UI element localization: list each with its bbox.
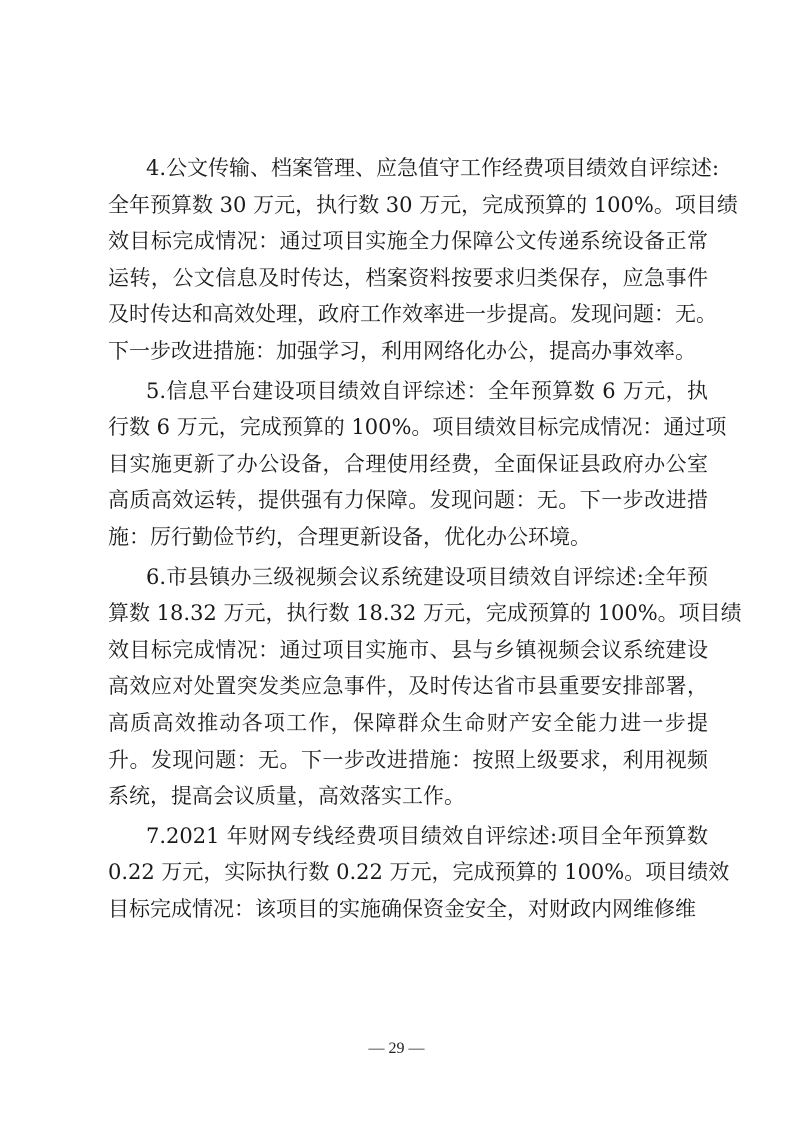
paragraph-line: 目标完成情况：该项目的实施确保资金安全，对财政内网维修维 xyxy=(108,897,696,921)
page-number: — 29 — xyxy=(368,1040,425,1057)
paragraph-line: 高质高效运转，提供强有力保障。发现问题：无。下一步改进措 xyxy=(108,488,708,512)
paragraph-line: 高质高效推动各项工作，保障群众生命财产安全能力进一步提 xyxy=(108,711,708,735)
paragraph-line: 目实施更新了办公设备，合理使用经费，全面保证县政府办公室 xyxy=(108,452,708,476)
paragraph-first-line: 6.市县镇办三级视频会议系统建设项目绩效自评综述:全年预 xyxy=(146,565,708,589)
paragraph-line: 下一步改进措施：加强学习，利用网络化办公，提高办事效率。 xyxy=(108,339,696,363)
paragraph-line: 及时传达和高效处理，政府工作效率进一步提高。发现问题：无。 xyxy=(108,302,717,326)
paragraph-line: 系统，提高会议质量，高效落实工作。 xyxy=(108,784,465,808)
paragraph-line: 运转，公文信息及时传达，档案资料按要求归类保存，应急事件 xyxy=(108,266,708,290)
paragraph-line: 0.22 万元，实际执行数 0.22 万元，完成预算的 100%。项目绩效 xyxy=(108,860,730,884)
paragraph-line: 效目标完成情况：通过项目实施市、县与乡镇视频会议系统建设 xyxy=(108,638,708,662)
paragraph-line: 算数 18.32 万元，执行数 18.32 万元，完成预算的 100%。项目绩 xyxy=(108,601,742,625)
paragraph-line: 全年预算数 30 万元，执行数 30 万元，完成预算的 100%。项目绩 xyxy=(108,193,738,217)
paragraph-line: 效目标完成情况：通过项目实施全力保障公文传递系统设备正常 xyxy=(108,229,708,253)
paragraph-first-line: 5.信息平台建设项目绩效自评综述：全年预算数 6 万元，执 xyxy=(146,379,708,403)
paragraph-first-line: 4.公文传输、档案管理、应急值守工作经费项目绩效自评综述: xyxy=(146,156,720,180)
paragraph-first-line: 7.2021 年财网专线经费项目绩效自评综述:项目全年预算数 xyxy=(146,824,708,848)
paragraph-line: 行数 6 万元，完成预算的 100%。项目绩效目标完成情况：通过项 xyxy=(108,415,727,439)
paragraph-line: 施：厉行勤俭节约，合理更新设备，优化办公环境。 xyxy=(108,525,591,549)
paragraph-line: 升。发现问题：无。下一步改进措施：按照上级要求，利用视频 xyxy=(108,748,708,772)
paragraph-line: 高效应对处置突发类应急事件，及时传达省市县重要安排部署， xyxy=(108,674,708,698)
